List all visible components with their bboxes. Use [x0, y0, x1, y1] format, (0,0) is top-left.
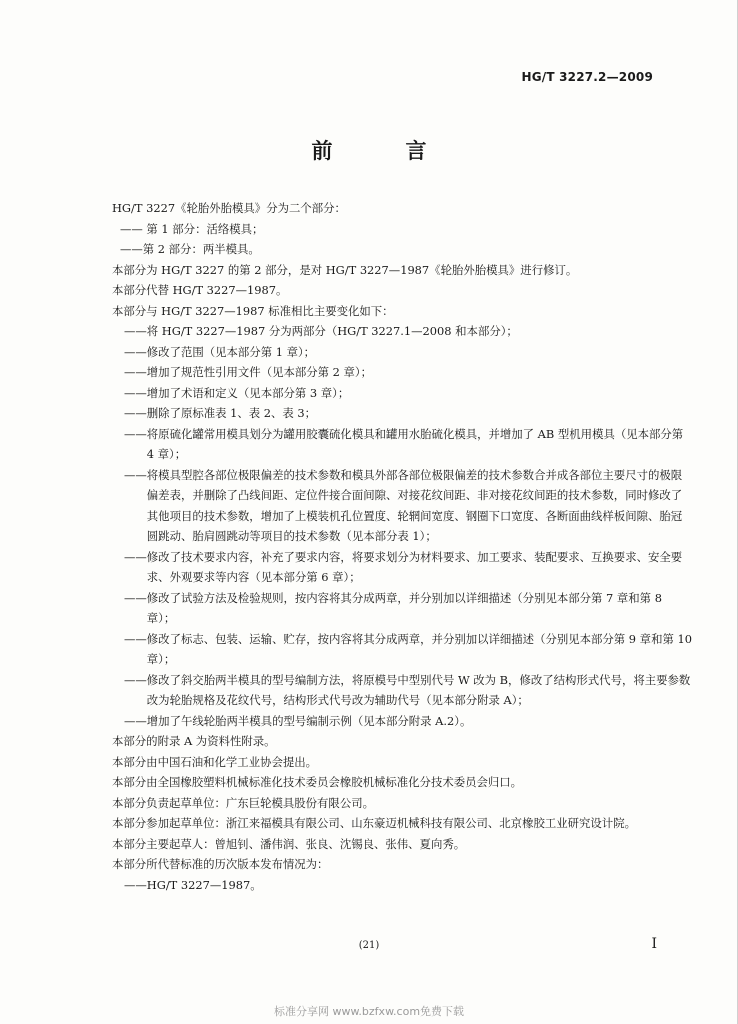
change-item — [112, 670, 692, 711]
change-item-text: 将模具型腔各部位极限偏差的技术参数和模具外部各部位极限偏差的技术参数合并成各部位主要尺寸的极限偏差表，并删除了凸线间距、定位件接合面间隙、对接花纹间距、非对接花纹间距的技术参数，同时修改了其他项目的技术参数，增加了上模装机孔位置度、轮辋间宽度、钢圈下口宽度、各断面曲线样板间隙、胎冠圆跳动、胎肩圆跳动等项目的技术参数（见本部分表 1）； — [146, 467, 683, 543]
change-item-text: 修改了斜交胎两半模具的型号编制方法，将原模号中型别代号 W 改为 B，修改了结构形式代号，将主要参数改为轮胎规格及花纹代号，结构形式代号改为辅助代号（见本部分附录 A）； — [146, 672, 691, 707]
change-item: ——修改了范围（见本部分第 1 章）； — [124, 344, 316, 359]
change-item: ——增加了规范性引用文件（见本部分第 2 章）； — [124, 365, 372, 379]
page-number: (21) — [358, 940, 380, 951]
paragraph: 本部分代替 HG/T 3227—1987。 — [112, 283, 288, 297]
change-item-text: 修改了技术要求内容，补充了要求内容，将要求划分为材料要求、加工要求、装配要求、互换要求、安全要求、外观要求等内容（见本部分第 6 章）； — [146, 549, 683, 584]
change-item — [112, 629, 692, 670]
dash-marker: —— — [124, 590, 147, 605]
change-item-text: 修改了标志、包装、运输、贮存，按内容将其分成两章，并分别加以详细描述（分别见本部分第 9 章和第 10 章）； — [146, 631, 692, 666]
paragraph: 本部分与 HG/T 3227—1987 标准相比主要变化如下： — [112, 303, 394, 318]
change-item — [112, 711, 692, 732]
paragraph: 本部分由全国橡胶塑料机械标准化技术委员会橡胶机械标准化分技术委员会归口。 — [112, 775, 523, 789]
change-item — [112, 424, 692, 465]
change-item — [112, 547, 692, 588]
paragraph: 本部分参加起草单位：浙江来福模具有限公司、山东豪迈机械科技有限公司、北京橡胶工业研究设计院。 — [112, 816, 636, 830]
part-list-item: —— 第 1 部分：活络模具； — [120, 221, 264, 236]
change-item: ——增加了术语和定义（见本部分第 3 章）； — [124, 385, 350, 400]
change-item — [112, 588, 692, 629]
paragraph: 本部分主要起草人：曾旭钊、潘伟润、张良、沈锡良、张伟、夏向秀。 — [112, 836, 466, 851]
change-item — [112, 465, 692, 547]
change-item: ——删除了原标准表 1、表 2、表 3； — [124, 406, 317, 420]
intro-line: HG/T 3227《轮胎外胎模具》分为二个部分： — [112, 201, 346, 215]
change-item: ——将 HG/T 3227—1987 分为两部分（HG/T 3227.1—2008 和本部分）； — [124, 324, 518, 338]
paragraph: 本部分为 HG/T 3227 的第 2 部分，是对 HG/T 3227—1987《轮胎外胎模具》进行修订。 — [112, 262, 578, 277]
foreword-body — [112, 198, 692, 895]
dash-marker: —— — [124, 549, 147, 564]
dash-marker: —— — [124, 631, 147, 646]
dash-marker: —— — [124, 467, 147, 482]
roman-page-number: I — [651, 936, 657, 952]
standard-code: HG/T 3227.2—2009 — [521, 70, 653, 84]
paragraph: 本部分负责起草单位：广东巨轮模具股份有限公司。 — [112, 795, 374, 810]
change-item-text: 将原硫化罐常用模具划分为罐用胶囊硫化模具和罐用水胎硫化模具，并增加了 AB 型机用模具（见本部分第 4 章）； — [146, 426, 684, 461]
change-item-text: 修改了试验方法及检验规则，按内容将其分成两章，并分别加以详细描述（分别见本部分第 7 章和第 8 章）； — [146, 590, 662, 625]
page-title: 前 言 — [311, 139, 453, 163]
change-item-text: 增加了午线轮胎两半模具的型号编制示例（见本部分附录 A.2）。 — [146, 713, 472, 728]
dash-marker: —— — [124, 672, 147, 687]
watermark-text: 标准分享网 www.bzfxw.com免费下载 — [273, 1005, 465, 1018]
dash-marker: —— — [124, 713, 147, 728]
paragraph: 本部分所代替标准的历次版本发布情况为： — [112, 857, 329, 871]
superseded-item: ——HG/T 3227—1987。 — [124, 877, 262, 892]
part-list-item: ——第 2 部分：两半模具。 — [120, 242, 260, 256]
paragraph: 本部分的附录 A 为资料性附录。 — [112, 734, 276, 748]
paragraph: 本部分由中国石油和化学工业协会提出。 — [112, 754, 318, 769]
dash-marker: —— — [124, 426, 147, 441]
